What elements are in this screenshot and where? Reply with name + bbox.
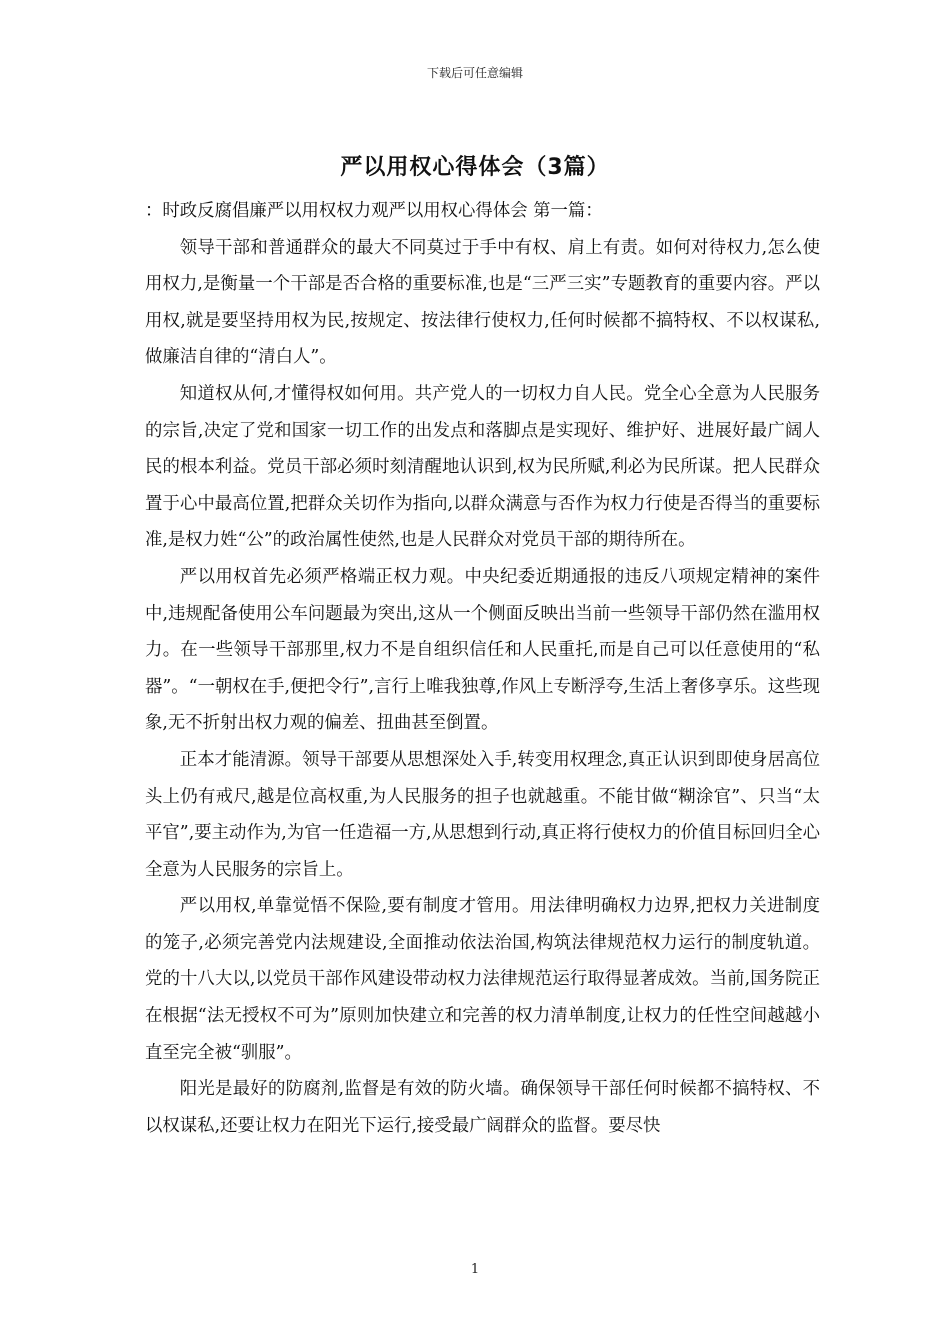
document-body: [145, 193, 820, 1144]
header-note: 下载后可任意编辑: [426, 66, 523, 80]
paragraph: 知道权从何,才懂得权如何用。共产党人的一切权力自人民。党全心全意为人民服务的宗旨,决定了党和国家一切工作的出发点和落脚点是实现好、维护好、进展好最广阔人民的根本利益。党员干部必须时刻清醒地认识到,权为民所赋,利必为民所谋。把人民群众置于心中最高位置,把群众关切作为指向,以群众满意与否作为权力行使是否得当的重要标准,是权力姓“公”的政治属性使然,也是人民群众对党员干部的期待所在。: [145, 383, 820, 551]
lead-line: ：时政反腐倡廉严以用权权力观严以用权心得体会 第一篇：: [145, 201, 603, 221]
paragraph: 阳光是最好的防腐剂,监督是有效的防火墙。确保领导干部任何时候都不搞特权、不以权谋私,还要让权力在阳光下运行,接受最广阔群众的监督。要尽快: [145, 1079, 820, 1136]
paragraph: 正本才能清源。领导干部要从思想深处入手,转变用权理念,真正认识到即使身居高位头上仍有戒尺,越是位高权重,为人民服务的担子也就越重。不能甘做“糊涂官”、只当“太平官”,要主动作为,为官一任造福一方,从思想到行动,真正将行使权力的价值目标回归全心全意为人民服务的宗旨上。: [145, 749, 820, 880]
paragraph: 领导干部和普通群众的最大不同莫过于手中有权、肩上有责。如何对待权力,怎么使用权力,是衡量一个干部是否合格的重要标准,也是“三严三实”专题教育的重要内容。严以用权,就是要坚持用权为民,按规定、按法律行使权力,任何时候都不搞特权、不以权谋私,做廉洁自律的“清白人”。: [145, 237, 820, 368]
paragraph: 严以用权,单靠觉悟不保险,要有制度才管用。用法律明确权力边界,把权力关进制度的笼子,必须完善党内法规建设,全面推动依法治国,构筑法律规范权力运行的制度轨道。党的十八大以,以党员干部作风建设带动权力法律规范运行取得显著成效。当前,国务院正在根据“法无授权不可为”原则加快建立和完善的权力清单制度,让权力的任性空间越越小直至完全被“驯服”。: [145, 896, 820, 1063]
page-number: 1: [470, 1262, 480, 1277]
paragraph: 严以用权首先必须严格端正权力观。中央纪委近期通报的违反八项规定精神的案件中,违规配备使用公车问题最为突出,这从一个侧面反映出当前一些领导干部仍然在滥用权力。在一些领导干部那里,权力不是自组织信任和人民重托,而是自己可以任意使用的“私器”。“一朝权在手,便把令行”,言行上唯我独尊,作风上专断浮夸,生活上奢侈享乐。这些现象,无不折射出权力观的偏差、扭曲甚至倒置。: [145, 566, 820, 734]
document-title: 严以用权心得体会（3篇）: [340, 155, 610, 180]
